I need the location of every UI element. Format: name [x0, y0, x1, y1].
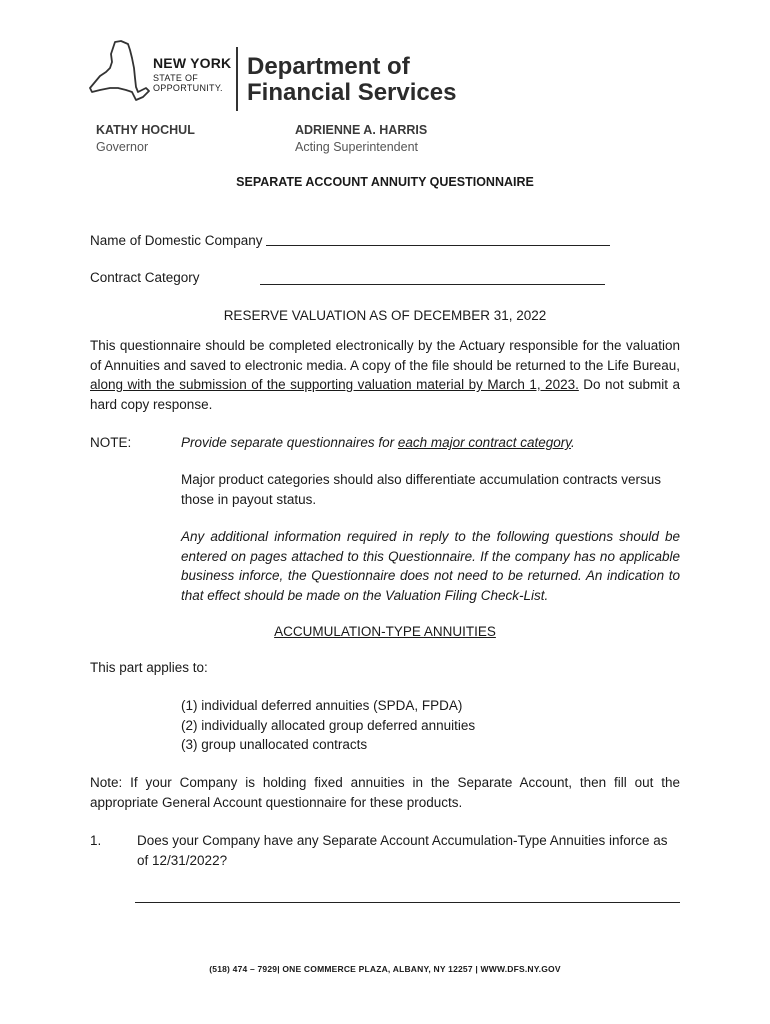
note-paragraph-3: Any additional information required in reply to the following questions should be entered on pages attached to this Questionnaire. If the company has no applicable business inforce, the Questionnaire does not need to be returned. An indication to that effect should be made on the Valuation Filing Check-List. [181, 529, 680, 603]
note-line1-underlined: each major contract category [397, 435, 571, 450]
superintendent-role: Acting Superintendent [295, 140, 419, 154]
list-item: (1) individual deferred annuities (SPDA, FPDA) [181, 698, 463, 713]
note-line1-pre: Provide separate questionnaires for [181, 435, 398, 450]
note-paragraph-2: Major product categories should also differentiate accumulation contracts versus those in payout status. [181, 472, 662, 507]
applies-to-label: This part applies to: [90, 660, 208, 675]
intro-deadline: along with the submission of the supporting valuation material by March 1, 2023. [90, 377, 579, 392]
contract-category-label: Contract Category [90, 270, 200, 285]
department-name [247, 54, 456, 106]
department-line1: Department of [247, 53, 410, 80]
note-line1 [181, 433, 680, 453]
contract-category-field[interactable] [260, 284, 605, 285]
fixed-annuities-note: Note: If your Company is holding fixed annuities in the Separate Account, then fill out the appropriate General Account questionnaire for these products. [90, 775, 680, 810]
applies-to-list [181, 696, 680, 755]
note-label: NOTE: [90, 435, 132, 450]
governor-role: Governor [96, 140, 149, 154]
superintendent-name: ADRIENNE A. HARRIS [295, 123, 428, 137]
page-footer: (518) 474 – 7929| ONE COMMERCE PLAZA, ALBANY, NY 12257 | WWW.DFS.NY.GOV [209, 964, 561, 974]
new-york-state-map-icon [88, 40, 150, 108]
ny-logo-line2: STATE OF [153, 73, 199, 83]
question-1-text: Does your Company have any Separate Account Accumulation-Type Annuities inforce as of 12/31/2022? [137, 833, 668, 868]
ny-logo-line1: NEW YORK [153, 55, 232, 71]
ny-logo-line3: OPPORTUNITY. [153, 83, 223, 93]
department-line2: Financial Services [247, 79, 457, 106]
document-title: SEPARATE ACCOUNT ANNUITY QUESTIONNAIRE [236, 175, 534, 189]
section-heading: ACCUMULATION-TYPE ANNUITIES [274, 624, 496, 639]
company-name-field[interactable] [266, 245, 610, 246]
governor-name: KATHY HOCHUL [96, 123, 195, 137]
intro-text-1: This questionnaire should be completed electronically by the Actuary responsible for the valuation of Annuities and saved to electronic media. A copy of the file should be returned to the Life Bureau, [90, 338, 680, 373]
logo-divider [236, 47, 238, 111]
question-1-number: 1. [90, 833, 102, 848]
list-item: (3) group unallocated contracts [181, 737, 368, 752]
note-line1-post: . [570, 435, 575, 450]
intro-text-2: Do not submit a hard copy response. [90, 377, 680, 412]
company-name-label: Name of Domestic Company [90, 233, 263, 248]
valuation-heading: RESERVE VALUATION AS OF DECEMBER 31, 2022 [223, 308, 547, 323]
intro-paragraph [90, 336, 680, 414]
list-item: (2) individually allocated group deferred annuities [181, 717, 476, 733]
question-1-answer-field[interactable] [135, 902, 680, 903]
ny-logo-text [153, 56, 231, 93]
